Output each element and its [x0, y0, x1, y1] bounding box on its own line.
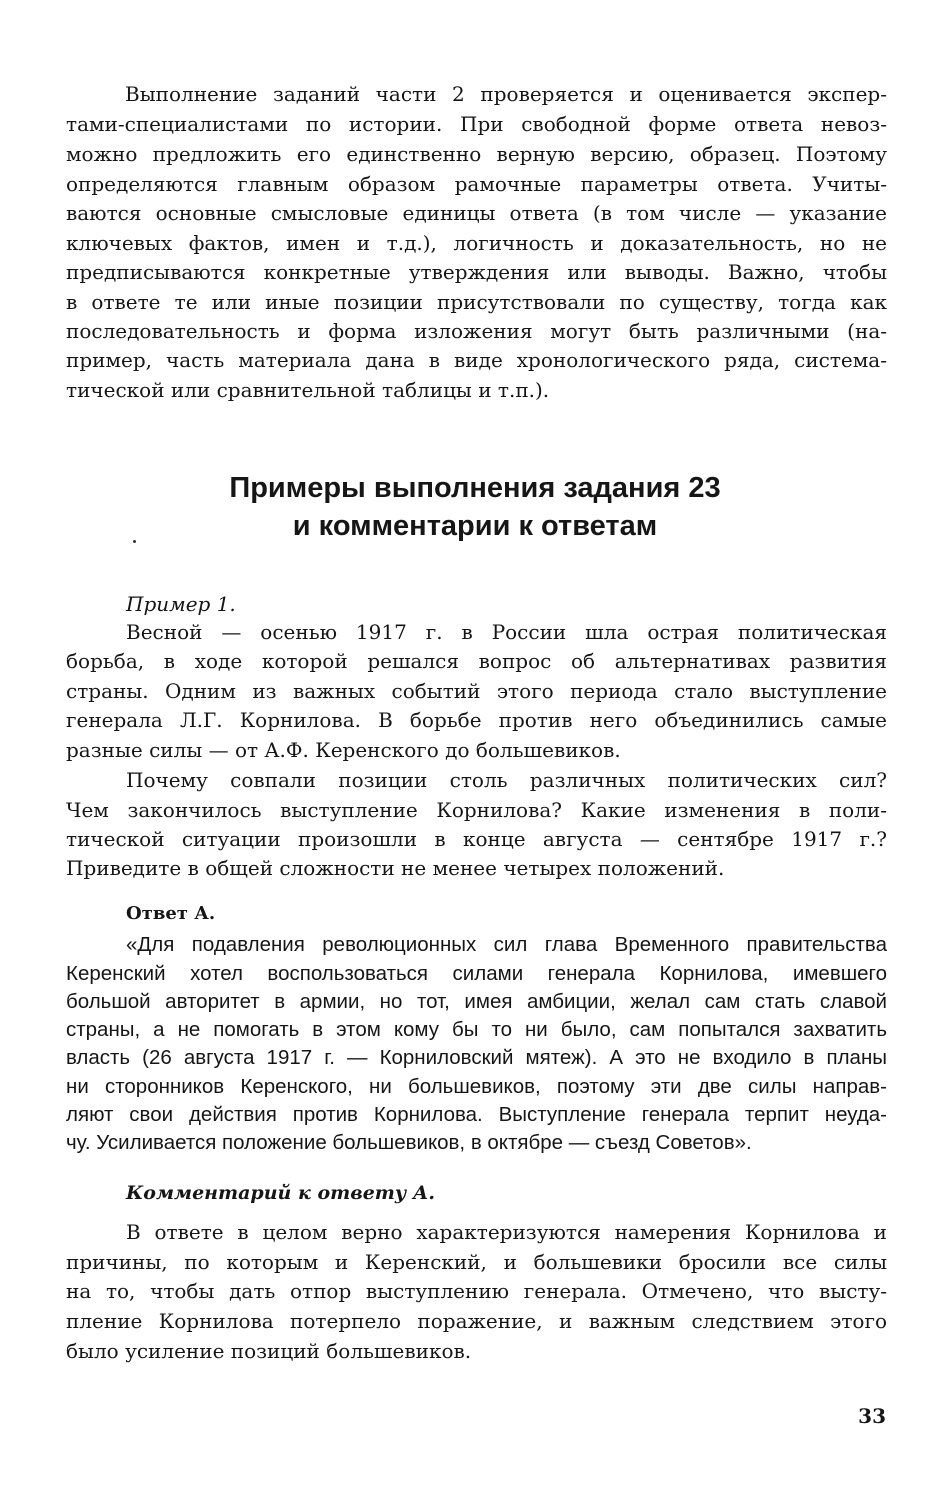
intro-line: последовательность и форма изложения могут быть различными (на- [66, 319, 887, 343]
intro-line: в ответе те или иные позиции присутствовали по существу, тогда как [66, 290, 887, 314]
answer-line: власть (26 августа 1917 г. — Корниловский мятеж). А это не входило в планы [66, 1046, 887, 1069]
question-line: тической ситуации произошли в конце августа — сентябре 1917 г.? [66, 827, 887, 851]
answer-line: большой авторитет в армии, но тот, имея амбиции, желал сам стать славой [66, 990, 887, 1013]
speck-mark [133, 540, 136, 543]
intro-line: тической или сравнительной таблицы и т.п.). [66, 378, 550, 402]
intro-line: тами-специалистами по истории. При свободной форме ответа невоз- [66, 112, 887, 136]
page-number: 33 [858, 1404, 886, 1428]
intro-line: предписываются конкретные утверждения или выводы. Важно, чтобы [66, 260, 887, 284]
example-line: генерала Л.Г. Корнилова. В борьбе против него объединились самые [66, 708, 887, 732]
example-line: борьба, в ходе которой решался вопрос об альтернативах развития [66, 649, 887, 673]
comment-line: на то, чтобы дать отпор выступлению генерала. Отмечено, что высту- [66, 1279, 887, 1303]
answer-line: ляют свои действия против Корнилова. Выступление генерала терпит неуда- [66, 1103, 887, 1126]
intro-line: определяются главным образом рамочные параметры ответа. Учиты- [66, 172, 887, 196]
intro-line: Выполнение заданий части 2 проверяется и оценивается экспер- [125, 82, 887, 106]
intro-line: можно предложить его единственно верную версию, образец. Поэтому [66, 142, 887, 166]
intro-line: пример, часть материала дана в виде хронологического ряда, система- [66, 348, 887, 372]
question-line: Почему совпали позиции столь различных политических сил? [126, 768, 887, 792]
example-label: Пример 1. [126, 592, 236, 616]
section-title-line1: Примеры выполнения задания 23 [229, 472, 721, 504]
answer-line: страны, а не помогать в этом кому бы то ни было, сам попытался захватить [66, 1018, 887, 1041]
comment-line: В ответе в целом верно характеризуются намерения Корнилова и [126, 1220, 887, 1244]
comment-line: причины, по которым и Керенский, и большевики бросили все силы [66, 1250, 887, 1274]
answer-line: чу. Усиливается положение большевиков, в октябре — съезд Советов». [66, 1131, 752, 1154]
example-line: разные силы — от А.Ф. Керенского до большевиков. [66, 738, 621, 762]
section-title-line2: и комментарии к ответам [292, 510, 658, 542]
answer-line: ни сторонников Керенского, ни большевиков, поэтому эти две силы направ- [66, 1075, 887, 1098]
answer-line: «Для подавления революционных сил глава Временного правительства [126, 933, 887, 956]
comment-line: было усиление позиций большевиков. [66, 1339, 472, 1363]
comment-line: пление Корнилова потерпело поражение, и важным следствием этого [66, 1309, 887, 1333]
question-line: Приведите в общей сложности не менее четырех положений. [66, 856, 725, 880]
intro-line: ключевых фактов, имен и т.д.), логичность и доказательность, но не [66, 231, 887, 255]
answer-line: Керенский хотел воспользоваться силами генерала Корнилова, имевшего [66, 962, 887, 985]
example-line: страны. Одним из важных событий этого периода стало выступление [66, 679, 887, 703]
comment-label: Комментарий к ответу А. [126, 1182, 435, 1204]
question-line: Чем закончилось выступление Корнилова? Какие изменения в поли- [66, 798, 887, 822]
example-line: Весной — осенью 1917 г. в России шла острая политическая [126, 620, 887, 644]
answer-label: Ответ А. [126, 903, 216, 924]
intro-line: ваются основные смысловые единицы ответа (в том числе — указание [66, 201, 887, 225]
